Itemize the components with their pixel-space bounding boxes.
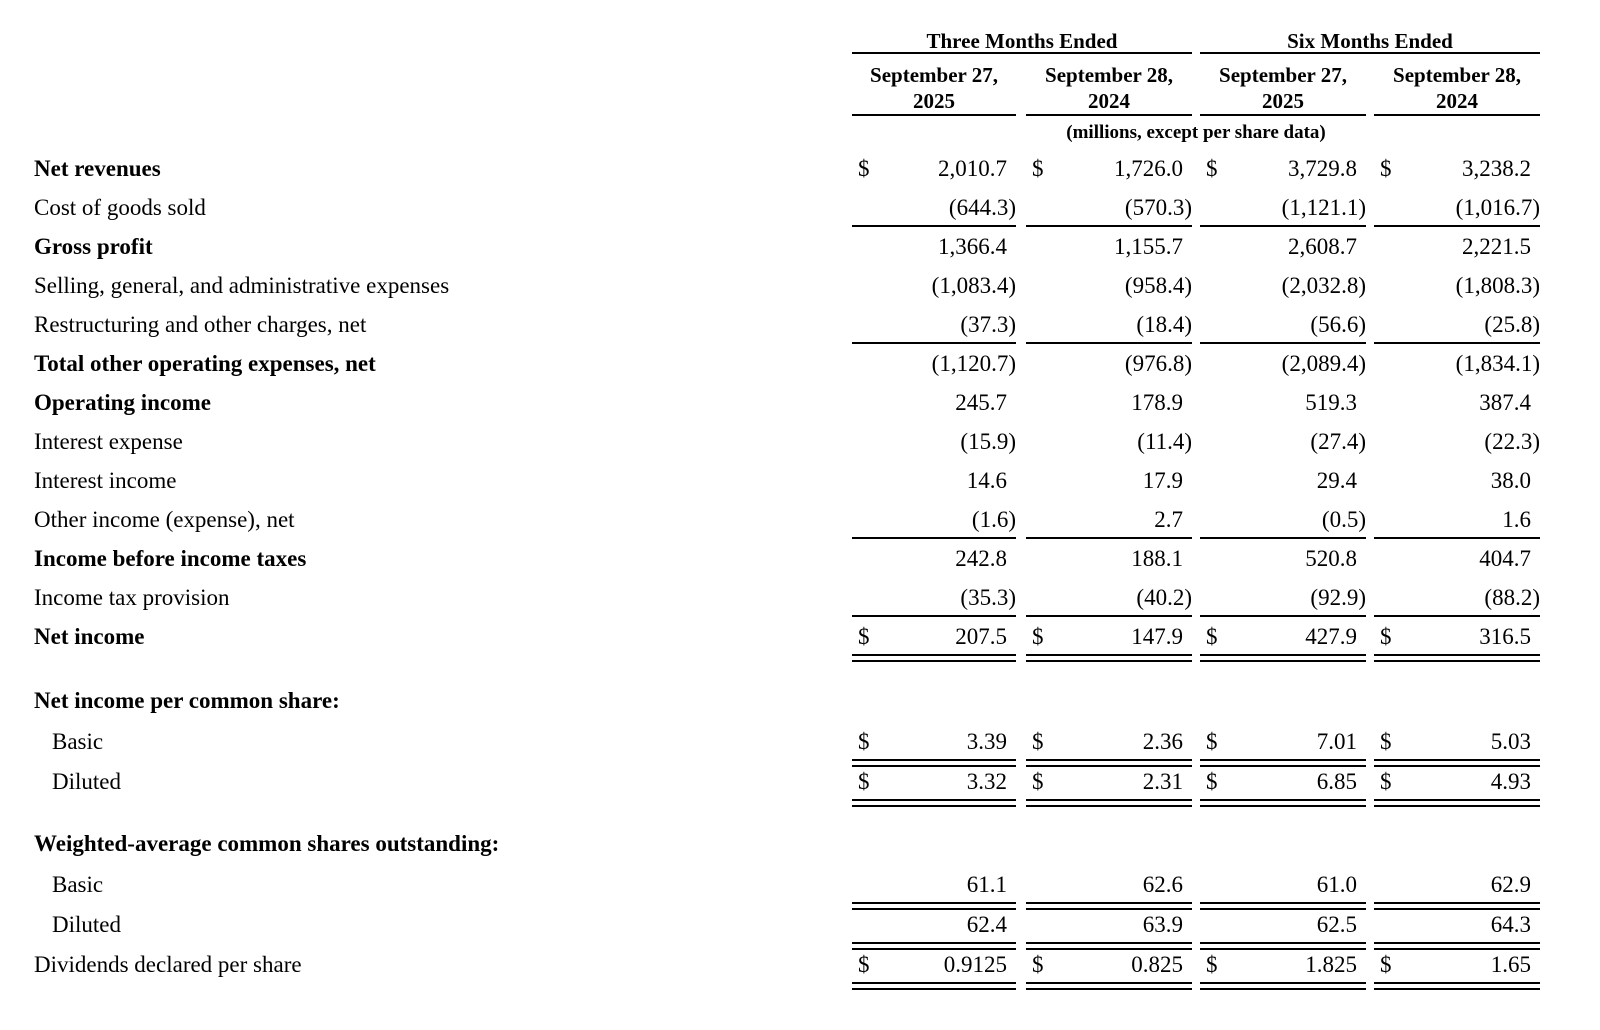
double-underline-rule	[1026, 942, 1192, 950]
value-cell	[852, 727, 1016, 757]
column-header-line2: 2025	[913, 89, 955, 113]
value-cell	[1374, 583, 1540, 613]
double-underline-rule	[1374, 799, 1540, 807]
double-underline-rule	[1200, 902, 1366, 910]
value-cell	[1200, 870, 1366, 900]
value-cell	[852, 271, 1016, 301]
table-row	[0, 767, 1600, 806]
row-label: Interest expense	[34, 429, 183, 454]
value: 2,221.5	[1462, 234, 1531, 259]
value-cell	[1374, 767, 1540, 797]
table-row	[0, 583, 1600, 622]
value: (1,808.3)	[1455, 273, 1540, 298]
double-underline-rule	[1374, 759, 1540, 767]
column-header-rule	[852, 114, 1016, 116]
column-header-rule	[1026, 114, 1192, 116]
value-cell	[1026, 388, 1192, 418]
value: (570.3)	[1124, 195, 1192, 220]
value-cell	[1374, 950, 1540, 980]
value: 17.9	[1142, 468, 1183, 493]
table-row	[0, 950, 1600, 989]
value-cell	[1026, 950, 1192, 980]
value: 427.9	[1305, 624, 1357, 649]
value: 188.1	[1131, 546, 1183, 571]
value: 6.85	[1316, 769, 1357, 794]
value-cell	[1200, 232, 1366, 262]
value: 1,366.4	[938, 234, 1007, 259]
table-row	[0, 310, 1600, 349]
value-cell	[852, 193, 1016, 223]
value: 207.5	[955, 624, 1007, 649]
table-row	[0, 727, 1600, 766]
currency-symbol: $	[1380, 729, 1392, 754]
value: (56.6)	[1310, 312, 1366, 337]
value: (1,016.7)	[1455, 195, 1540, 220]
value: (11.4)	[1137, 429, 1192, 454]
value: 14.6	[966, 468, 1007, 493]
column-header-h1-2024	[1374, 62, 1540, 114]
value-cell	[1200, 154, 1366, 184]
value-cell	[1200, 271, 1366, 301]
double-underline-rule	[1200, 799, 1366, 807]
header-group-rule	[852, 52, 1192, 54]
value: 1,155.7	[1114, 234, 1183, 259]
value-cell	[852, 950, 1016, 980]
value: 64.3	[1490, 912, 1531, 937]
value-cell	[1374, 271, 1540, 301]
value: 62.4	[966, 912, 1007, 937]
value: 7.01	[1316, 729, 1357, 754]
value-cell	[1374, 154, 1540, 184]
row-label: Basic	[52, 872, 104, 897]
value-cell	[1026, 910, 1192, 940]
value-cell	[1200, 544, 1366, 574]
column-header-line1: September 28,	[1045, 63, 1173, 87]
value: 242.8	[955, 546, 1007, 571]
value: 62.5	[1316, 912, 1357, 937]
row-label: Basic	[52, 729, 104, 754]
column-header-line1: September 27,	[1219, 63, 1347, 87]
double-underline-rule	[1026, 759, 1192, 767]
value-cell	[1026, 870, 1192, 900]
underline-rule	[1026, 537, 1192, 539]
value: (37.3)	[960, 312, 1016, 337]
double-underline-rule	[1200, 982, 1366, 990]
value-cell	[852, 349, 1016, 379]
currency-symbol: $	[1206, 952, 1218, 977]
value: 0.825	[1131, 952, 1183, 977]
double-underline-rule	[852, 799, 1016, 807]
value-cell	[1026, 154, 1192, 184]
table-row	[0, 622, 1600, 661]
value: (976.8)	[1124, 351, 1192, 376]
underline-rule	[1026, 225, 1192, 227]
underline-rule	[1374, 537, 1540, 539]
value: (1,120.7)	[931, 351, 1016, 376]
row-label: Weighted-average common shares outstanding:	[34, 831, 500, 856]
value: 38.0	[1490, 468, 1531, 493]
value: 3.32	[966, 769, 1007, 794]
value: 3.39	[966, 729, 1007, 754]
value-cell	[1200, 583, 1366, 613]
value-cell	[1026, 349, 1192, 379]
value: 62.6	[1142, 872, 1183, 897]
underline-rule	[1026, 342, 1192, 344]
row-label: Interest income	[34, 468, 177, 493]
value: 2,608.7	[1288, 234, 1357, 259]
value: (644.3)	[948, 195, 1016, 220]
value-cell	[852, 544, 1016, 574]
underline-rule	[1374, 225, 1540, 227]
value-cell	[1026, 232, 1192, 262]
value: 63.9	[1142, 912, 1183, 937]
value-cell	[1026, 583, 1192, 613]
value-cell	[1026, 622, 1192, 652]
value-cell	[1026, 271, 1192, 301]
table-row	[0, 829, 1600, 868]
double-underline-rule	[1200, 654, 1366, 662]
currency-symbol: $	[858, 624, 870, 649]
value: 404.7	[1479, 546, 1531, 571]
double-underline-rule	[1026, 799, 1192, 807]
column-header-line1: September 27,	[870, 63, 998, 87]
column-header-q3-2025	[852, 62, 1016, 114]
value: (2,089.4)	[1281, 351, 1366, 376]
value: 387.4	[1479, 390, 1531, 415]
table-row	[0, 154, 1600, 193]
currency-symbol: $	[1032, 156, 1044, 181]
value-cell	[1374, 466, 1540, 496]
double-underline-rule	[852, 902, 1016, 910]
currency-symbol: $	[1206, 624, 1218, 649]
value: (0.5)	[1321, 507, 1366, 532]
value-cell	[1200, 950, 1366, 980]
underline-rule	[1374, 615, 1540, 617]
underline-rule	[852, 615, 1016, 617]
row-label: Restructuring and other charges, net	[34, 312, 367, 337]
value-cell	[1374, 349, 1540, 379]
column-header-q3-2024	[1026, 62, 1192, 114]
header-six-months: Six Months Ended	[1287, 29, 1453, 53]
currency-symbol: $	[1380, 769, 1392, 794]
value-cell	[852, 910, 1016, 940]
double-underline-rule	[1026, 902, 1192, 910]
value: 1,726.0	[1114, 156, 1183, 181]
value-cell	[1200, 193, 1366, 223]
column-header-line2: 2025	[1262, 89, 1304, 113]
value-cell	[1026, 767, 1192, 797]
value-cell	[1200, 505, 1366, 535]
row-label: Income tax provision	[34, 585, 230, 610]
value-cell	[852, 583, 1016, 613]
currency-symbol: $	[1206, 729, 1218, 754]
double-underline-rule	[1374, 942, 1540, 950]
value-cell	[1026, 310, 1192, 340]
value: 2,010.7	[938, 156, 1007, 181]
column-header-h1-2025	[1200, 62, 1366, 114]
double-underline-rule	[852, 942, 1016, 950]
value-cell	[1026, 427, 1192, 457]
currency-symbol: $	[1380, 952, 1392, 977]
row-label: Gross profit	[34, 234, 153, 259]
value-cell	[1200, 388, 1366, 418]
value: 3,729.8	[1288, 156, 1357, 181]
value: 245.7	[955, 390, 1007, 415]
underline-rule	[852, 342, 1016, 344]
value-cell	[1374, 310, 1540, 340]
double-underline-rule	[1200, 942, 1366, 950]
currency-symbol: $	[858, 769, 870, 794]
row-label: Income before income taxes	[34, 546, 307, 571]
value: 3,238.2	[1462, 156, 1531, 181]
table-row	[0, 193, 1600, 232]
row-label: Selling, general, and administrative expenses	[34, 273, 450, 298]
value: (40.2)	[1136, 585, 1192, 610]
value: 1.6	[1502, 507, 1531, 532]
row-label: Other income (expense), net	[34, 507, 295, 532]
value: 2.31	[1142, 769, 1183, 794]
value: (1.6)	[971, 507, 1016, 532]
row-label: Net income	[34, 624, 145, 649]
currency-symbol: $	[1206, 769, 1218, 794]
value-cell	[1374, 388, 1540, 418]
underline-rule	[1200, 537, 1366, 539]
underline-rule	[1200, 342, 1366, 344]
value-cell	[1374, 622, 1540, 652]
value: 316.5	[1479, 624, 1531, 649]
row-label: Diluted	[52, 769, 121, 794]
row-label: Net income per common share:	[34, 688, 340, 713]
value-cell	[1374, 727, 1540, 757]
value: 520.8	[1305, 546, 1357, 571]
value-cell	[1026, 505, 1192, 535]
value-cell	[1026, 466, 1192, 496]
column-header-rule	[1200, 114, 1366, 116]
value-cell	[1374, 870, 1540, 900]
value: (1,121.1)	[1281, 195, 1366, 220]
underline-rule	[1200, 615, 1366, 617]
value-cell	[1200, 349, 1366, 379]
value: 29.4	[1316, 468, 1357, 493]
value-cell	[1026, 727, 1192, 757]
double-underline-rule	[1374, 902, 1540, 910]
currency-symbol: $	[1380, 624, 1392, 649]
value: (88.2)	[1484, 585, 1540, 610]
value: 5.03	[1490, 729, 1531, 754]
table-row	[0, 349, 1600, 388]
value-cell	[1200, 310, 1366, 340]
currency-symbol: $	[858, 952, 870, 977]
row-label: Net revenues	[34, 156, 161, 181]
value: (22.3)	[1484, 429, 1540, 454]
value: (1,834.1)	[1455, 351, 1540, 376]
currency-symbol: $	[1032, 952, 1044, 977]
value-cell	[1374, 193, 1540, 223]
value: (27.4)	[1310, 429, 1366, 454]
value-cell	[852, 388, 1016, 418]
table-row	[0, 388, 1600, 427]
row-label: Dividends declared per share	[34, 952, 302, 977]
underline-rule	[1374, 342, 1540, 344]
currency-symbol: $	[1032, 769, 1044, 794]
value-cell	[852, 622, 1016, 652]
column-header-line2: 2024	[1088, 89, 1130, 113]
value: 4.93	[1490, 769, 1531, 794]
table-row	[0, 466, 1600, 505]
double-underline-rule	[852, 654, 1016, 662]
table-row	[0, 870, 1600, 909]
value-cell	[852, 870, 1016, 900]
value: 2.36	[1142, 729, 1183, 754]
value: (1,083.4)	[931, 273, 1016, 298]
header-three-months: Three Months Ended	[926, 29, 1118, 53]
value: 519.3	[1305, 390, 1357, 415]
double-underline-rule	[1374, 982, 1540, 990]
value-cell	[1200, 910, 1366, 940]
double-underline-rule	[1374, 654, 1540, 662]
double-underline-rule	[1026, 654, 1192, 662]
value-cell	[852, 232, 1016, 262]
value-cell	[1374, 505, 1540, 535]
value-cell	[852, 505, 1016, 535]
value-cell	[852, 767, 1016, 797]
row-label: Total other operating expenses, net	[34, 351, 376, 376]
value-cell	[1200, 727, 1366, 757]
units-note: (millions, except per share data)	[1066, 122, 1326, 143]
value: (92.9)	[1310, 585, 1366, 610]
value-cell	[1200, 427, 1366, 457]
underline-rule	[852, 225, 1016, 227]
currency-symbol: $	[858, 729, 870, 754]
underline-rule	[1200, 225, 1366, 227]
value-cell	[1200, 466, 1366, 496]
double-underline-rule	[852, 759, 1016, 767]
value: 0.9125	[943, 952, 1007, 977]
currency-symbol: $	[1032, 624, 1044, 649]
table-row	[0, 427, 1600, 466]
table-row	[0, 505, 1600, 544]
column-header-line1: September 28,	[1393, 63, 1521, 87]
currency-symbol: $	[1206, 156, 1218, 181]
value: 1.65	[1490, 952, 1531, 977]
row-label: Operating income	[34, 390, 211, 415]
value-cell	[1374, 544, 1540, 574]
value: 62.9	[1490, 872, 1531, 897]
value-cell	[1374, 232, 1540, 262]
value: (958.4)	[1124, 273, 1192, 298]
double-underline-rule	[1026, 982, 1192, 990]
currency-symbol: $	[858, 156, 870, 181]
table-row	[0, 686, 1600, 725]
currency-symbol: $	[1032, 729, 1044, 754]
table-row	[0, 232, 1600, 271]
underline-rule	[852, 537, 1016, 539]
value-cell	[852, 310, 1016, 340]
value: 2.7	[1154, 507, 1183, 532]
value-cell	[852, 154, 1016, 184]
value: (35.3)	[960, 585, 1016, 610]
row-label: Diluted	[52, 912, 121, 937]
value-cell	[1026, 544, 1192, 574]
value: 1.825	[1305, 952, 1357, 977]
value-cell	[1374, 427, 1540, 457]
value-cell	[1200, 622, 1366, 652]
column-header-rule	[1374, 114, 1540, 116]
value: (2,032.8)	[1281, 273, 1366, 298]
value-cell	[852, 466, 1016, 496]
value: 178.9	[1131, 390, 1183, 415]
value: 61.0	[1316, 872, 1357, 897]
value: (25.8)	[1484, 312, 1540, 337]
table-row	[0, 271, 1600, 310]
table-row	[0, 544, 1600, 583]
underline-rule	[1026, 615, 1192, 617]
double-underline-rule	[1200, 759, 1366, 767]
value: 147.9	[1131, 624, 1183, 649]
header-group-rule	[1200, 52, 1540, 54]
currency-symbol: $	[1380, 156, 1392, 181]
value: 61.1	[966, 872, 1007, 897]
row-label: Cost of goods sold	[34, 195, 206, 220]
value-cell	[1026, 193, 1192, 223]
value-cell	[852, 427, 1016, 457]
double-underline-rule	[852, 982, 1016, 990]
value: (18.4)	[1136, 312, 1192, 337]
value-cell	[1374, 910, 1540, 940]
value: (15.9)	[960, 429, 1016, 454]
value-cell	[1200, 767, 1366, 797]
table-row	[0, 910, 1600, 949]
column-header-line2: 2024	[1436, 89, 1478, 113]
